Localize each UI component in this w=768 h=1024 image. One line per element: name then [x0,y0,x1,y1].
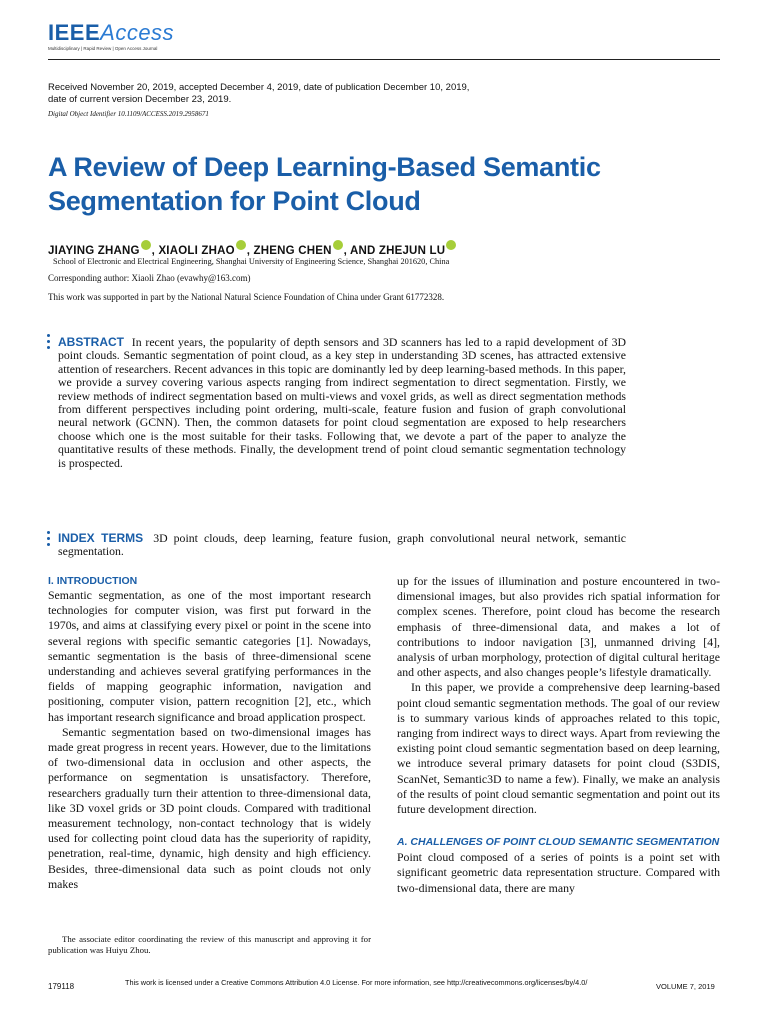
doi: Digital Object Identifier 10.1109/ACCESS.2019.2958671 [48,110,209,118]
dates-line-2: date of current version December 23, 2019. [48,94,232,105]
paper-title: A Review of Deep Learning-Based Semantic Segmentation for Point Cloud [48,152,601,216]
publication-dates [48,82,648,106]
license-notice: This work is licensed under a Creative Commons Attribution 4.0 License. For more information, see http://creativecommons.org/licenses/by/4.0/ [125,978,588,987]
abstract-heading: ABSTRACT [58,335,124,349]
journal-logo [48,21,174,51]
orcid-icon[interactable] [236,240,246,250]
index-marker-icon [47,531,50,549]
paragraph: up for the issues of illumination and posture encountered in two-dimensional images, but also provides rich spatial information for complex scenes. Therefore, point cloud has become the research emphasis of three-dimensional data, and makes a lot of contributions to indoor navigation [3], unmanned driving [4], analysis of urban morphology, protection of digital cultural heritage and other aspects, and also changes people’s lifestyle dramatically. [397,574,720,680]
abstract [58,336,626,470]
logo-ieee: IEEE [48,20,101,45]
author-name: JIAYING ZHANG [48,245,140,257]
paragraph: Point cloud composed of a series of points is a point set with significant geometric data representation structure. Compared with two-dimensional data, there are many [397,850,720,895]
author-name: XIAOLI ZHAO [158,245,235,257]
page-number: 179118 [48,982,75,991]
right-column [397,574,720,896]
editor-footnote: The associate editor coordinating the review of this manuscript and approving it for publication was Huiyu Zhou. [48,934,371,955]
section-heading: I. INTRODUCTION [48,575,138,587]
corresponding-author: Corresponding author: Xiaoli Zhao (evawhy@163.com) [48,273,251,283]
header-rule [48,59,720,60]
orcid-icon[interactable] [141,240,151,250]
author-name: AND ZHEJUN LU [349,245,446,257]
index-terms-text: 3D point clouds, deep learning, feature fusion, graph convolutional neural network, semantic segmentation. [58,531,627,559]
abstract-text: In recent years, the popularity of depth sensors and 3D scanners has led to a rapid development of 3D point clouds. Semantic segmentation of point cloud, as a key step in understanding 3D scenes, has attracted extensive attention of researchers. Recent advances in this topic are dominantly led by deep learning-based methods. In this paper, we provide a survey covering various aspects ranging from indirect segmentation to direct segmentation. Firstly, we review methods of indirect segmentation based on multi-views and voxel grids, as well as direct segmentation methods from different perspectives including point ordering, multi-scale, feature fusion and fusion of graph convolutional neural network (GCNN). Then, the common datasets for point cloud segmentation are exposed to help researchers choose which one is the most suitable for their tasks. Following that, we devote a part of the paper to analyze the quantitative results of these methods. Finally, the development trend of point cloud semantic segmentation technology is prospected. [58,335,626,470]
index-terms-heading: INDEX TERMS [58,531,144,545]
subsection-heading: A. CHALLENGES OF POINT CLOUD SEMANTIC SEGMENTATION [397,836,720,849]
paragraph: Semantic segmentation based on two-dimensional images has made great progress in recent years. However, due to the limitations of two-dimensional data in occlusion and other aspects, the performance on segmentation is unsatisfactory. Therefore, researchers gradually turn their attention to three-dimensional data, like 3D voxel grids or 3D point clouds. Compared with traditional measurement technology, non-contact technology that is widely used for collecting point cloud data has the superiority of rapidity, penetration, real-time, dynamic, high density and high efficiency. Besides, three-dimensional data such as point clouds not only makes [48,724,371,891]
volume-label: VOLUME 7, 2019 [656,982,715,991]
logo-tagline: Multidisciplinary | Rapid Review | Open Access Journal [48,46,158,51]
funding-note: This work was supported in part by the National Natural Science Foundation of China under Grant 61772328. [48,292,445,302]
author-list: JIAYING ZHANG , XIAOLI ZHAO , ZHENG CHEN , AND ZHEJUN LU [48,240,457,257]
orcid-icon[interactable] [333,240,343,250]
left-column [48,574,371,892]
paragraph: Semantic segmentation, as one of the most important research technologies for computer vision, was first put forward in the 1970s, and aims at classifying every pixel or point in the scene into several regions with specific semantic categories [1]. Nowadays, semantic segmentation is the basis of three-dimensional scene understanding and achieves several gratifying performances in the fields of mapping geographic information, navigation and positioning, computer vision, pattern recognition [2], etc., which has important research significance and broad application prospect. [48,588,371,724]
affiliation: School of Electronic and Electrical Engineering, Shanghai University of Engineering Science, Shanghai 201620, China [53,257,450,266]
logo-access: Access [100,20,175,45]
orcid-icon[interactable] [446,240,456,250]
abstract-marker-icon [47,334,50,352]
paragraph: In this paper, we provide a comprehensive deep learning-based point cloud semantic segmentation methods. The goal of our review is to summary various kinds of approaches related to this topic, ranging from indirect ways to direct ways. Apart from reviewing the existing point cloud semantic segmentation based on deep learning, we introduce several primary datasets for point cloud (S3DIS, ScanNet, Semantic3D to name a few). Finally, we make an analysis of the results of point cloud semantic segmentation and point out its future development direction. [397,680,720,817]
author-name: ZHENG CHEN [253,245,332,257]
index-terms [58,532,626,559]
dates-line-1: Received November 20, 2019, accepted December 4, 2019, date of publication December 10, 2019, [48,82,470,93]
